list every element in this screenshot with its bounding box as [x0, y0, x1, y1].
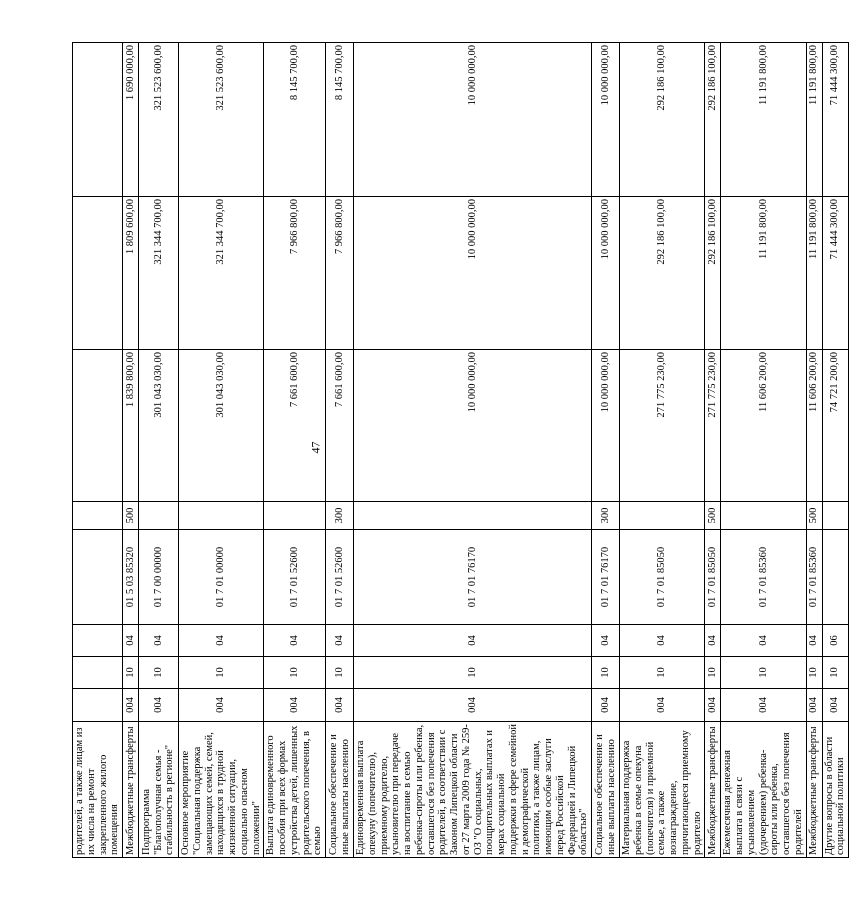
cell-y2021: 11 606 200,00 [721, 350, 806, 502]
cell-y2023: 321 523 600,00 [139, 43, 179, 197]
cell-y2021: 301 043 030,00 [179, 350, 264, 502]
cell-type [179, 502, 264, 530]
cell-section [73, 657, 123, 689]
cell-section: 10 [264, 657, 326, 689]
cell-y2023: 8 145 700,00 [264, 43, 326, 197]
cell-section: 10 [592, 657, 620, 689]
cell-name: Межбюджетные трансферты [123, 722, 139, 858]
cell-name: Социальное обеспечение и иные выплаты населению [326, 722, 354, 858]
cell-target [822, 530, 849, 625]
cell-type [822, 502, 849, 530]
cell-y2022: 1 809 600,00 [123, 197, 139, 350]
cell-y2022 [73, 197, 123, 350]
cell-target: 01 7 01 85360 [721, 530, 806, 625]
table-row [592, 43, 620, 858]
cell-target: 01 7 01 52600 [264, 530, 326, 625]
budget-table [72, 42, 849, 858]
table-row [264, 43, 326, 858]
cell-y2022: 321 344 700,00 [139, 197, 179, 350]
cell-ministry: 004 [620, 689, 705, 722]
cell-y2021: 301 043 030,00 [139, 350, 179, 502]
cell-y2022: 292 186 100,00 [620, 197, 705, 350]
cell-ministry: 004 [721, 689, 806, 722]
cell-y2023: 10 000 000,00 [592, 43, 620, 197]
cell-name: Единовременная выплата опекуну (попечителю), приемному родителю, усыновителю при передаче на воспитание в семью ребенка-сироты или ребенка, оставшегося без попечения родителей, в соответствии с Законом Липецкой области от 27 марта 2009 года № 259-ОЗ "О социальных, поощрительных выплатах и мерах социальной поддержки в сфере семейной и демографической политики, а также лицам, имеющим особые заслуги перед Российской Федерацией и Липецкой областью" [354, 722, 592, 858]
cell-name: Другие вопросы в области социальной политики [822, 722, 849, 858]
cell-ministry: 004 [326, 689, 354, 722]
cell-type [620, 502, 705, 530]
table-row [123, 43, 139, 858]
cell-target: 01 7 01 85360 [806, 530, 822, 625]
cell-y2021: 271 775 230,00 [705, 350, 721, 502]
cell-y2023: 11 191 800,00 [806, 43, 822, 197]
cell-target: 01 7 01 76170 [592, 530, 620, 625]
table-row [73, 43, 123, 858]
cell-y2021 [73, 350, 123, 502]
cell-name: Материальная поддержка ребенка в семье опекуна (попечителя) и приемной семье, а также вознаграждение, причитающееся приемному родителю [620, 722, 705, 858]
cell-y2021: 11 606 200,00 [806, 350, 822, 502]
cell-type [721, 502, 806, 530]
cell-target: 01 7 01 85050 [705, 530, 721, 625]
cell-subsection: 04 [354, 625, 592, 657]
cell-y2023: 71 444 300,00 [822, 43, 849, 197]
cell-subsection: 04 [179, 625, 264, 657]
cell-name: Социальное обеспечение и иные выплаты населению [592, 722, 620, 858]
cell-subsection [73, 625, 123, 657]
cell-type [73, 502, 123, 530]
cell-y2021: 7 661 600,00 [326, 350, 354, 502]
cell-subsection: 04 [806, 625, 822, 657]
cell-y2021: 1 839 800,00 [123, 350, 139, 502]
cell-y2022: 321 344 700,00 [179, 197, 264, 350]
cell-y2022: 10 000 000,00 [592, 197, 620, 350]
cell-y2021: 7 661 600,00 [264, 350, 326, 502]
cell-type: 300 [326, 502, 354, 530]
cell-y2022: 7 966 800,00 [326, 197, 354, 350]
cell-subsection: 04 [620, 625, 705, 657]
cell-ministry: 004 [822, 689, 849, 722]
cell-ministry: 004 [179, 689, 264, 722]
cell-type: 300 [592, 502, 620, 530]
cell-ministry: 004 [354, 689, 592, 722]
cell-y2022: 7 966 800,00 [264, 197, 326, 350]
cell-target: 01 7 00 00000 [139, 530, 179, 625]
page-number: 47 [308, 441, 323, 454]
rotated-table-area [72, 43, 847, 858]
cell-type: 500 [806, 502, 822, 530]
cell-section: 10 [705, 657, 721, 689]
cell-y2022: 71 444 300,00 [822, 197, 849, 350]
cell-section: 10 [139, 657, 179, 689]
cell-y2023 [73, 43, 123, 197]
cell-type: 500 [705, 502, 721, 530]
cell-section: 10 [123, 657, 139, 689]
cell-y2023: 8 145 700,00 [326, 43, 354, 197]
table-row [326, 43, 354, 858]
cell-section: 10 [806, 657, 822, 689]
cell-subsection: 04 [592, 625, 620, 657]
cell-target: 01 7 01 52600 [326, 530, 354, 625]
cell-y2021: 10 000 000,00 [354, 350, 592, 502]
cell-y2021: 10 000 000,00 [592, 350, 620, 502]
cell-subsection: 06 [822, 625, 849, 657]
table-row [721, 43, 806, 858]
cell-type [139, 502, 179, 530]
cell-subsection: 04 [705, 625, 721, 657]
table-row [139, 43, 179, 858]
cell-name: Выплата единовременного пособия при всех формах устройства детей, лишенных родительского попечения, в семью [264, 722, 326, 858]
cell-y2023: 321 523 600,00 [179, 43, 264, 197]
rotated-content [72, 43, 847, 858]
cell-y2022: 11 191 800,00 [806, 197, 822, 350]
cell-y2023: 292 186 100,00 [705, 43, 721, 197]
cell-y2023: 1 690 000,00 [123, 43, 139, 197]
cell-target: 01 7 01 00000 [179, 530, 264, 625]
table-row [179, 43, 264, 858]
table-row [806, 43, 822, 858]
cell-section: 10 [326, 657, 354, 689]
cell-y2023: 11 191 800,00 [721, 43, 806, 197]
cell-subsection: 04 [326, 625, 354, 657]
cell-subsection: 04 [264, 625, 326, 657]
cell-section: 10 [354, 657, 592, 689]
cell-name: Подпрограмма "Благополучная семья - стабильность в регионе" [139, 722, 179, 858]
cell-section: 10 [822, 657, 849, 689]
table-row [822, 43, 849, 858]
cell-ministry: 004 [806, 689, 822, 722]
cell-ministry: 004 [264, 689, 326, 722]
cell-ministry: 004 [123, 689, 139, 722]
cell-y2022: 292 186 100,00 [705, 197, 721, 350]
cell-type: 500 [123, 502, 139, 530]
cell-name: Основное мероприятие "Социальная поддержка замещающих семей, семей, находящихся в трудной жизненной ситуации, социально опасном положении" [179, 722, 264, 858]
cell-type [264, 502, 326, 530]
table-row [620, 43, 705, 858]
cell-name: Межбюджетные трансферты [806, 722, 822, 858]
cell-subsection: 04 [139, 625, 179, 657]
table-row [705, 43, 721, 858]
cell-y2021: 271 775 230,00 [620, 350, 705, 502]
cell-y2022: 11 191 800,00 [721, 197, 806, 350]
cell-target: 01 5 03 85320 [123, 530, 139, 625]
cell-target [73, 530, 123, 625]
table-row [354, 43, 592, 858]
cell-y2023: 292 186 100,00 [620, 43, 705, 197]
cell-name: Межбюджетные трансферты [705, 722, 721, 858]
cell-section: 10 [179, 657, 264, 689]
cell-ministry: 004 [592, 689, 620, 722]
cell-y2021: 74 721 200,00 [822, 350, 849, 502]
cell-ministry [73, 689, 123, 722]
cell-target: 01 7 01 85050 [620, 530, 705, 625]
cell-y2022: 10 000 000,00 [354, 197, 592, 350]
cell-target: 01 7 01 76170 [354, 530, 592, 625]
cell-section: 10 [721, 657, 806, 689]
cell-ministry: 004 [139, 689, 179, 722]
cell-y2023: 10 000 000,00 [354, 43, 592, 197]
cell-type [354, 502, 592, 530]
cell-section: 10 [620, 657, 705, 689]
cell-subsection: 04 [123, 625, 139, 657]
cell-ministry: 004 [705, 689, 721, 722]
cell-name: родителей, а также лицам из их числа на ремонт закрепленного жилого помещения [73, 722, 123, 858]
cell-name: Ежемесячная денежная выплата в связи с усыновлением (удочерением) ребенка-сироты или ребенка, оставшегося без попечения родителей [721, 722, 806, 858]
cell-subsection: 04 [721, 625, 806, 657]
